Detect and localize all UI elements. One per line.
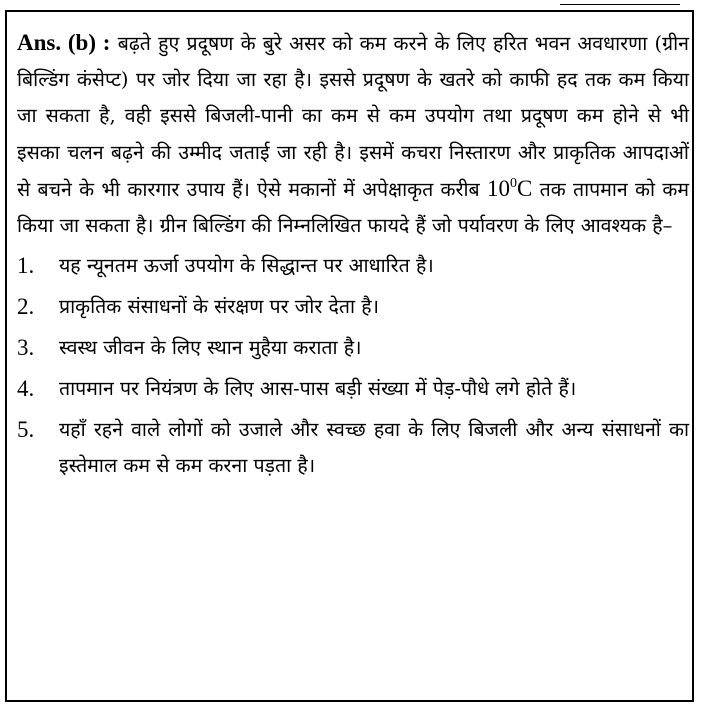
degree-superscript: 0: [509, 175, 517, 191]
answer-box: [5, 10, 694, 702]
answer-label: Ans. (b) :: [17, 30, 111, 55]
list-item-text: तापमान पर नियंत्रण के लिए आस-पास बड़ी संख्या में पेड़-पौधे लगे होते हैं।: [59, 377, 577, 401]
temperature-value: [487, 176, 532, 201]
answer-paragraph: [17, 25, 689, 244]
list-item: [17, 330, 689, 366]
list-item-number: 2.: [17, 294, 35, 320]
list-item-number: 4.: [17, 376, 35, 402]
list-item: [17, 371, 689, 407]
list-item: [17, 248, 689, 284]
temperature-unit: C: [516, 175, 533, 201]
list-item-number: 1.: [17, 253, 35, 279]
list-item-number: 3.: [17, 335, 35, 361]
answer-text-after: तक तापमान को कम किया जा सकता है। ग्रीन बिल्डिंग की निम्नलिखित फायदे हैं जो पर्यावरण के लिए आवश्यक है–: [17, 177, 689, 238]
benefits-list: [17, 248, 689, 484]
list-item-text: स्वस्थ जीवन के लिए स्थान मुहैया कराता है।: [59, 336, 362, 360]
top-edge-line: [560, 0, 680, 5]
list-item-text: प्राकृतिक संसाधनों के संरक्षण पर जोर देता है।: [59, 295, 379, 319]
temperature-number: 10: [486, 175, 510, 201]
list-item-number: 5.: [17, 417, 35, 443]
list-item-text: यहाँ रहने वाले लोगों को उजाले और स्वच्छ हवा के लिए बिजली और अन्य संसाधनों का इस्तेमाल कम से कम करना पड़ता है।: [59, 418, 689, 478]
answer-content: [17, 25, 689, 489]
answer-text-before: बढ़ते हुए प्रदूषण के बुरे असर को कम करने के लिए हरित भवन अवधारणा (ग्रीन बिल्डिंग कंसेप्ट) पर जोर दिया जा रहा है। इससे प्रदूषण के खतरे को काफी हद तक कम किया जा सकता है, वही इससे बिजली-पानी का कम से कम उपयोग तथा प्रदूषण कम होने से भी इसका चलन बढ़ने की उम्मीद जताई जा रही है। इसमें कचरा निस्तारण और प्राकृतिक आपदाओं से बचने के भी कारगार उपाय हैं। ऐसे मकानों में अपेक्षाकृत करीब: [17, 32, 689, 201]
list-item: [17, 412, 689, 484]
list-item-text: यह न्यूनतम ऊर्जा उपयोग के सिद्धान्त पर आधारित है।: [59, 254, 434, 278]
list-item: [17, 289, 689, 325]
